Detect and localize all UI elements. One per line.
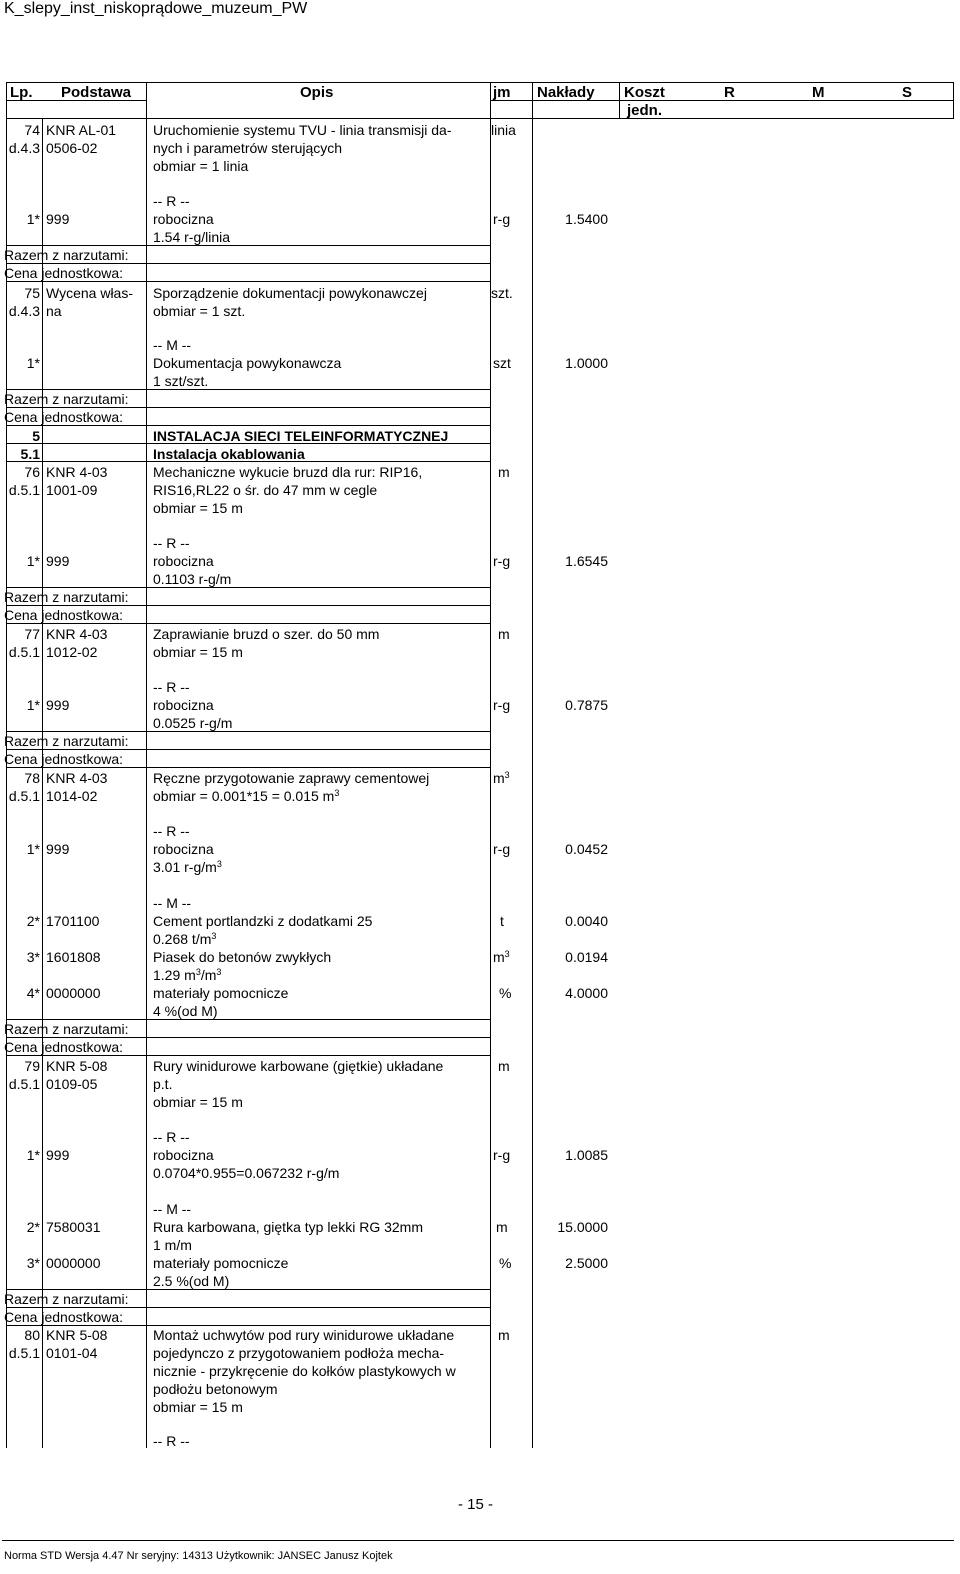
position-number: 77 xyxy=(24,626,40,642)
position-subsection: d.4.3 xyxy=(8,303,40,319)
position-basis: KNR 5-08 xyxy=(46,1058,108,1074)
resource-name: Cement portlandzki z dodatkami 25 xyxy=(153,913,373,929)
resource-norm xyxy=(153,966,221,984)
position-description: obmiar = 15 m xyxy=(153,1399,243,1415)
position-subsection: d.5.1 xyxy=(8,482,40,498)
description-text: obmiar = 0.001*15 = 0.015 m xyxy=(153,788,335,804)
razem-label: Razem z narzutami: xyxy=(4,247,129,263)
footer-divider xyxy=(2,1540,954,1541)
resource-quantity: 0.0194 xyxy=(565,949,608,965)
razem-label: Razem z narzutami: xyxy=(4,1021,129,1037)
cena-label: Cena jednostkowa: xyxy=(4,751,124,767)
position-description: Rury winidurowe karbowane (giętkie) układane xyxy=(153,1058,444,1074)
cena-label: Cena jednostkowa: xyxy=(4,1309,124,1325)
resource-marker: -- M -- xyxy=(153,337,192,353)
resource-quantity: 2.5000 xyxy=(565,1255,608,1271)
resource-unit: % xyxy=(499,1255,512,1271)
norm-text: 0.268 t/m xyxy=(153,931,212,947)
unit-text: m xyxy=(493,770,505,786)
resource-norm xyxy=(153,930,216,948)
resource-unit: szt xyxy=(493,355,511,371)
resource-name: materiały pomocnicze xyxy=(153,1255,289,1271)
resource-name: Rura karbowana, giętka typ lekki RG 32mm xyxy=(153,1219,423,1235)
resource-quantity: 0.0040 xyxy=(565,913,608,929)
page-number: - 15 - xyxy=(458,1496,494,1513)
resource-name: Piasek do betonów zwykłych xyxy=(153,949,332,965)
position-description xyxy=(153,787,339,805)
section-number: 5 xyxy=(32,428,40,444)
resource-norm: 0.0525 r-g/m xyxy=(153,715,233,731)
resource-name: robocizna xyxy=(153,841,214,857)
resource-code: 999 xyxy=(46,211,70,227)
position-basis: KNR 4-03 xyxy=(46,464,108,480)
razem-label: Razem z narzutami: xyxy=(4,391,129,407)
resource-lp: 1* xyxy=(26,697,40,713)
position-subsection: d.5.1 xyxy=(8,644,40,660)
position-description: obmiar = 15 m xyxy=(153,1094,243,1110)
header-naklady: Nakłady xyxy=(537,84,595,101)
position-unit: m xyxy=(498,464,510,480)
cena-label: Cena jednostkowa: xyxy=(4,1039,124,1055)
position-basis: na xyxy=(46,303,62,319)
resource-code: 999 xyxy=(46,697,70,713)
resource-norm: 1 m/m xyxy=(153,1237,192,1253)
resource-lp: 3* xyxy=(26,949,40,965)
razem-label: Razem z narzutami: xyxy=(4,589,129,605)
header-lp: Lp. xyxy=(10,84,33,101)
position-basis: 1012-02 xyxy=(46,644,98,660)
header-jm: jm xyxy=(493,84,511,101)
resource-quantity: 1.0085 xyxy=(565,1147,608,1163)
resource-marker: -- R -- xyxy=(153,1433,190,1449)
resource-code: 7580031 xyxy=(46,1219,101,1235)
position-unit: m xyxy=(498,1058,510,1074)
position-description: Ręczne przygotowanie zaprawy cementowej xyxy=(153,770,430,786)
position-description: nych i parametrów sterujących xyxy=(153,140,343,156)
document-title: K_slepy_inst_niskoprądowe_muzeum_PW xyxy=(4,0,308,17)
grid-line xyxy=(532,82,533,1448)
resource-name: robocizna xyxy=(153,553,214,569)
resource-lp: 3* xyxy=(26,1255,40,1271)
grid-line xyxy=(6,82,954,83)
resource-lp: 1* xyxy=(26,211,40,227)
resource-norm: 1 szt/szt. xyxy=(153,373,209,389)
position-basis: KNR 4-03 xyxy=(46,770,108,786)
resource-unit xyxy=(493,948,510,966)
resource-unit: t xyxy=(500,913,504,929)
resource-marker: -- M -- xyxy=(153,895,192,911)
superscript: 3 xyxy=(504,770,510,780)
resource-quantity: 1.0000 xyxy=(565,355,608,371)
header-koszt-jedn: jedn. xyxy=(627,102,663,119)
resource-name: robocizna xyxy=(153,211,214,227)
position-description: nicznie - przykręcenie do kołków plastykowych w xyxy=(153,1363,456,1379)
cena-label: Cena jednostkowa: xyxy=(4,607,124,623)
resource-lp: 1* xyxy=(26,553,40,569)
resource-quantity: 0.7875 xyxy=(565,697,608,713)
position-description: Uruchomienie systemu TVU - linia transmisji da- xyxy=(153,122,452,138)
position-basis: 0506-02 xyxy=(46,140,98,156)
resource-marker: -- R -- xyxy=(153,679,190,695)
position-subsection: d.5.1 xyxy=(8,1345,40,1361)
position-subsection: d.4.3 xyxy=(8,140,40,156)
resource-quantity: 4.0000 xyxy=(565,985,608,1001)
resource-norm xyxy=(153,858,222,876)
header-r: R xyxy=(724,84,735,101)
footer-text: Norma STD Wersja 4.47 Nr seryjny: 14313 Użytkownik: JANSEC Janusz Kojtek xyxy=(4,1550,393,1562)
position-description: Zaprawianie bruzd o szer. do 50 mm xyxy=(153,626,380,642)
resource-norm: 2.5 %(od M) xyxy=(153,1273,230,1289)
resource-quantity: 1.5400 xyxy=(565,211,608,227)
section-title: INSTALACJA SIECI TELEINFORMATYCZNEJ xyxy=(153,428,449,444)
superscript: 3 xyxy=(211,931,217,941)
resource-unit: r-g xyxy=(493,211,511,227)
resource-marker: -- R -- xyxy=(153,823,190,839)
resource-quantity: 1.6545 xyxy=(565,553,608,569)
resource-norm: 4 %(od M) xyxy=(153,1003,218,1019)
resource-unit: r-g xyxy=(493,697,511,713)
razem-label: Razem z narzutami: xyxy=(4,1291,129,1307)
position-number: 74 xyxy=(24,122,40,138)
resource-code: 999 xyxy=(46,1147,70,1163)
superscript: 3 xyxy=(504,949,510,959)
resource-name: robocizna xyxy=(153,1147,214,1163)
resource-marker: -- R -- xyxy=(153,535,190,551)
position-number: 80 xyxy=(24,1327,40,1343)
resource-unit: m xyxy=(496,1219,508,1235)
position-number: 78 xyxy=(24,770,40,786)
position-basis: 0109-05 xyxy=(46,1076,98,1092)
resource-lp: 1* xyxy=(26,841,40,857)
position-description: obmiar = 15 m xyxy=(153,500,243,516)
razem-label: Razem z narzutami: xyxy=(4,733,129,749)
position-description: Mechaniczne wykucie bruzd dla rur: RIP16, xyxy=(153,464,423,480)
resource-norm: 0.0704*0.955=0.067232 r-g/m xyxy=(153,1165,340,1181)
position-unit: linia xyxy=(491,122,516,138)
position-unit: m xyxy=(498,626,510,642)
position-subsection: d.5.1 xyxy=(8,1076,40,1092)
position-basis: 1001-09 xyxy=(46,482,98,498)
position-description: p.t. xyxy=(153,1076,173,1092)
resource-code: 999 xyxy=(46,553,70,569)
superscript: 3 xyxy=(334,788,340,798)
header-m: M xyxy=(812,84,825,101)
resource-marker: -- R -- xyxy=(153,193,190,209)
resource-lp: 2* xyxy=(26,913,40,929)
resource-unit: r-g xyxy=(493,553,511,569)
header-s: S xyxy=(902,84,913,101)
superscript: 3 xyxy=(216,967,222,977)
resource-unit: r-g xyxy=(493,1147,511,1163)
estimate-table xyxy=(6,82,954,1448)
grid-line xyxy=(42,118,43,1448)
position-basis: 0101-04 xyxy=(46,1345,98,1361)
position-basis: 1014-02 xyxy=(46,788,98,804)
subsection-number: 5.1 xyxy=(20,446,40,462)
position-description: podłożu betonowym xyxy=(153,1381,278,1397)
grid-line xyxy=(6,118,954,119)
resource-lp: 1* xyxy=(26,355,40,371)
cena-label: Cena jednostkowa: xyxy=(4,265,124,281)
position-description: RIS16,RL22 o śr. do 47 mm w cegle xyxy=(153,482,378,498)
resource-code: 1701100 xyxy=(46,913,100,929)
position-unit xyxy=(493,769,510,787)
header-podstawa: Podstawa xyxy=(61,84,132,101)
norm-text: 1.29 m xyxy=(153,967,196,983)
resource-marker: -- M -- xyxy=(153,1201,192,1217)
position-description: Sporządzenie dokumentacji powykonawczej xyxy=(153,285,427,301)
position-basis: KNR 5-08 xyxy=(46,1327,108,1343)
resource-name: Dokumentacja powykonawcza xyxy=(153,355,342,371)
position-description: Montaż uchwytów pod rury winidurowe układane xyxy=(153,1327,455,1343)
position-basis: Wycena włas- xyxy=(46,285,134,301)
resource-unit: r-g xyxy=(493,841,511,857)
subsection-title: Instalacja okablowania xyxy=(153,446,305,462)
resource-code: 1601808 xyxy=(46,949,101,965)
resource-code: 0000000 xyxy=(46,985,101,1001)
resource-lp: 2* xyxy=(26,1219,40,1235)
resource-code: 999 xyxy=(46,841,70,857)
header-koszt: Koszt xyxy=(624,84,665,101)
position-description: obmiar = 1 szt. xyxy=(153,303,246,319)
resource-norm: 0.1103 r-g/m xyxy=(153,571,232,587)
superscript: 3 xyxy=(216,859,222,869)
header-opis: Opis xyxy=(300,84,334,101)
position-number: 76 xyxy=(24,464,40,480)
unit-text: m xyxy=(493,949,505,965)
position-basis: KNR AL-01 xyxy=(46,122,117,138)
resource-unit: % xyxy=(499,985,512,1001)
resource-quantity: 15.0000 xyxy=(557,1219,608,1235)
resource-code: 0000000 xyxy=(46,1255,101,1271)
position-unit: m xyxy=(498,1327,510,1343)
position-subsection: d.5.1 xyxy=(8,788,40,804)
resource-norm: 1.54 r-g/linia xyxy=(153,229,231,245)
resource-lp: 4* xyxy=(26,985,40,1001)
resource-lp: 1* xyxy=(26,1147,40,1163)
resource-quantity: 0.0452 xyxy=(565,841,608,857)
position-unit: szt. xyxy=(491,285,513,301)
position-description: obmiar = 1 linia xyxy=(153,158,249,174)
position-number: 79 xyxy=(24,1058,40,1074)
norm-text: /m xyxy=(200,967,217,983)
position-description: pojedynczo z przygotowaniem podłoża mecha- xyxy=(153,1345,445,1361)
resource-marker: -- R -- xyxy=(153,1129,190,1145)
position-basis: KNR 4-03 xyxy=(46,626,108,642)
position-number: 75 xyxy=(24,285,40,301)
resource-name: robocizna xyxy=(153,697,214,713)
superscript: 3 xyxy=(195,967,201,977)
cena-label: Cena jednostkowa: xyxy=(4,409,124,425)
grid-line xyxy=(146,82,147,1448)
resource-name: materiały pomocnicze xyxy=(153,985,289,1001)
norm-text: 3.01 r-g/m xyxy=(153,859,217,875)
position-description: obmiar = 15 m xyxy=(153,644,243,660)
